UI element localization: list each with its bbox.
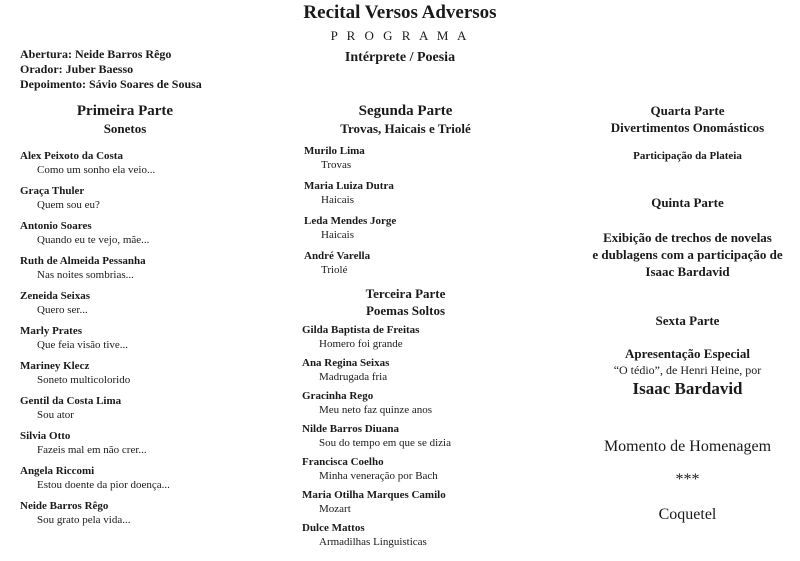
list-item [20,359,130,387]
list-item [302,422,451,450]
performer-name: Murilo Lima [304,145,365,157]
list-item [302,488,446,516]
performer-name: Angela Riccomi [20,465,95,477]
section-title: Segunda Parte [358,103,453,119]
performer-name: Gentil da Costa Lima [20,395,122,407]
quinta-parte [575,194,800,280]
quarta-parte [575,102,800,165]
list-item [304,144,365,172]
programa-heading: P R O G R A M A [330,28,470,43]
performer-name: Nilde Barros Diuana [302,423,399,435]
performer-name: Antonio Soares [20,220,92,232]
performer-name: Graça Thuler [20,185,85,197]
coquetel: Coquetel [658,506,717,523]
list-item [302,356,389,384]
quarta-text: Participação da Plateia [633,150,742,162]
performer-name: Zeneida Seixas [20,290,90,302]
section-subtitle: Sonetos [103,121,147,136]
performer-name: Ana Regina Seixas [302,357,390,369]
list-item [302,323,419,351]
work-title: Triolé [321,264,348,276]
performer-name: Mariney Klecz [20,360,90,372]
list-item [304,249,370,277]
performer-name: Maria Otilha Marques Camilo [302,489,446,501]
work-title: Sou do tempo em que se dizia [319,437,451,449]
page-subtitle: Intérprete / Poesia [344,50,456,65]
work-title: Haicais [321,194,354,206]
list-item [20,429,147,457]
performer-name: Silvia Otto [20,430,71,442]
performer-name: Neide Barros Rêgo [20,500,109,512]
work-title: Meu neto faz quinze anos [319,404,433,416]
section-title: Primeira Parte [76,103,174,119]
quinta-line-3: Isaac Bardavid [645,264,730,279]
credit-abertura: Abertura: Neide Barros Rêgo [20,47,172,61]
work-title: Sou grato pela vida... [37,514,131,526]
performer-name: Dulce Mattos [302,522,365,534]
list-item [20,219,149,247]
work-title: Quem sou eu? [37,199,100,211]
work-title: Madrugada fria [319,371,388,383]
work-title: Fazeis mal em não crer... [37,444,147,456]
sexta-line-2: “O tédio”, de Henri Heine, por [613,363,762,377]
sexta-performer: Isaac Bardavid [632,379,743,398]
opening-credits [20,47,202,92]
list-item [302,455,438,483]
quinta-line-1: Exibição de trechos de novelas [603,230,772,245]
performer-name: Gracinha Rego [302,390,374,402]
segunda-parte-heading [303,102,508,137]
terceira-parte-heading [303,285,508,319]
work-title: Como um sonho ela veio... [37,164,156,176]
credit-depoimento: Depoimento: Sávio Soares de Sousa [20,77,202,91]
work-title: Mozart [319,503,351,515]
list-item [20,254,146,282]
work-title: Que feia visão tive... [37,339,129,351]
page-title: Recital Versos Adversos [303,2,497,23]
performer-name: Marly Prates [20,325,82,337]
list-item [302,389,432,417]
work-title: Nas noites sombrias... [37,269,134,281]
list-item [20,184,100,212]
work-title: Quero ser... [37,304,88,316]
sexta-parte [575,312,800,399]
list-item [304,214,396,242]
performer-name: Gilda Baptista de Freitas [302,324,420,336]
list-item [20,464,170,492]
sexta-line-1: Apresentação Especial [624,346,751,361]
work-title: Haicais [321,229,354,241]
performer-name: André Varella [304,250,371,262]
list-item [20,499,130,527]
list-item [20,289,90,317]
list-item [20,324,128,352]
primeira-parte-heading [20,102,230,137]
quinta-line-2: e dublagens com a participação de [592,247,783,262]
work-title: Trovas [321,159,352,171]
section-subtitle: Trovas, Haicais e Triolé [340,121,471,136]
performer-name: Ruth de Almeida Pessanha [20,255,146,267]
list-item [302,521,427,549]
homenagem: Momento de Homenagem [603,438,772,455]
section-title: Terceira Parte [365,286,446,301]
work-title: Soneto multicolorido [37,374,131,386]
section-subtitle: Divertimentos Onomásticos [610,120,765,135]
separator-stars: *** [675,471,700,488]
performer-name: Maria Luiza Dutra [304,180,394,192]
performer-name: Alex Peixoto da Costa [20,150,123,162]
work-title: Estou doente da pior doença... [37,479,170,491]
section-subtitle: Poemas Soltos [365,303,446,318]
list-item [304,179,394,207]
section-title: Quarta Parte [650,103,725,118]
section-title: Quinta Parte [651,195,724,210]
work-title: Minha veneração por Bach [319,470,438,482]
performer-name: Leda Mendes Jorge [304,215,397,227]
work-title: Armadilhas Linguisticas [319,536,427,548]
performer-name: Francisca Coelho [302,456,384,468]
list-item [20,394,121,422]
work-title: Homero foi grande [319,338,403,350]
work-title: Quando eu te vejo, mãe... [37,234,150,246]
credit-orador: Orador: Juber Baesso [20,62,134,76]
section-title: Sexta Parte [655,313,720,328]
list-item [20,149,155,177]
work-title: Sou ator [37,409,74,421]
